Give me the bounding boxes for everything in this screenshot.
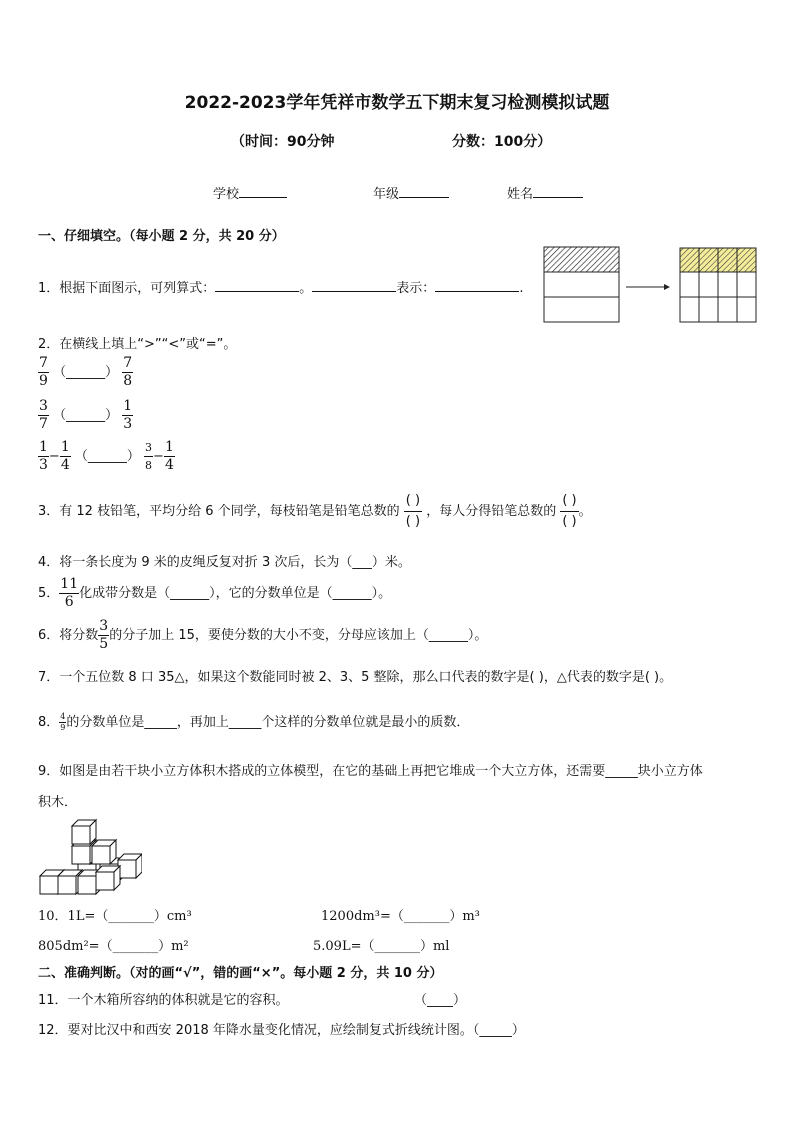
q6-fraction xyxy=(98,619,109,652)
denominator: 8 xyxy=(123,373,133,389)
grade-field xyxy=(373,183,449,202)
denominator: 9 xyxy=(60,723,66,732)
q2-r2-blank[interactable]: （______） xyxy=(53,408,119,423)
minus-sign: − xyxy=(48,449,60,464)
exam-time: （时间：90分钟 xyxy=(231,134,335,150)
question-10c: 805dm²=（_______）m² xyxy=(38,939,189,954)
question-3 xyxy=(38,491,592,532)
question-6 xyxy=(38,619,487,652)
denominator: 4 xyxy=(164,457,174,473)
q8-number: 8． xyxy=(38,715,60,730)
q2-row-2 xyxy=(38,399,133,432)
name-label: 姓名 xyxy=(507,187,534,202)
cube-stack xyxy=(40,820,142,894)
numerator: 1 xyxy=(60,439,70,455)
name-field xyxy=(507,183,583,202)
q2-r3-fraction-a xyxy=(38,440,49,473)
q9-cube-model xyxy=(38,816,142,896)
q2-r1-blank[interactable]: （______） xyxy=(53,365,119,380)
q1-arrow xyxy=(626,284,670,290)
q8-text: 的分数单位是_____，再加上_____个这样的分数单位就是最小的质数． xyxy=(66,715,470,730)
q2-r1-left-fraction xyxy=(38,356,49,389)
question-11: 11．一个木箱所容纳的体积就是它的容积。 xyxy=(38,993,289,1008)
q3-fraction-blank-1[interactable] xyxy=(404,491,422,532)
q1-blank-2[interactable] xyxy=(312,279,396,292)
question-10a: 10．1L=（_______）cm³ xyxy=(38,909,192,924)
grade-blank[interactable] xyxy=(399,185,449,198)
school-label: 学校 xyxy=(213,187,240,202)
q6-text-a: 6．将分数 xyxy=(38,628,99,643)
q5-fraction xyxy=(59,577,79,610)
question-10b: 1200dm³=（_______）m³ xyxy=(321,909,480,924)
q3-text-c: 。 xyxy=(578,504,592,519)
q1-right-grid xyxy=(680,248,756,322)
question-7: 7．一个五位数 8 口 35△，如果这个数能同时被 2、3、5 整除，那么口代表的数字是( )，△代表的数字是( )。 xyxy=(38,670,673,685)
q1-period: . xyxy=(519,281,524,296)
numerator: 7 xyxy=(123,355,133,371)
numerator: 7 xyxy=(39,355,48,371)
denominator: 8 xyxy=(145,459,153,472)
q1-represents: 表示： xyxy=(396,281,436,296)
denominator: 4 xyxy=(60,457,70,473)
denominator: ( ) xyxy=(405,514,421,529)
q5-number: 5． xyxy=(38,586,60,601)
q3-text-b: ，每人分得铅笔总数的 xyxy=(426,504,557,519)
question-9: 9．如图是由若干块小立方体积木搭成的立体模型，在它的基础上再把它堆成一个大立方体，还需要_____块小立方体 xyxy=(38,764,703,779)
numerator: ( ) xyxy=(560,491,578,512)
q1-circle: 。 xyxy=(299,281,313,296)
numerator: 3 xyxy=(144,440,153,457)
denominator: 9 xyxy=(39,373,48,389)
numerator: 1 xyxy=(164,439,174,455)
question-1 xyxy=(38,277,523,296)
page-title: 2022-2023学年凭祥市数学五下期末复习检测模拟试题 xyxy=(184,93,610,113)
denominator: 7 xyxy=(39,416,48,432)
numerator: 3 xyxy=(39,398,48,414)
q2-r3-fraction-c xyxy=(144,440,153,473)
q2-r3-blank[interactable]: （______） xyxy=(74,449,140,464)
q3-text-a: 3．有 12 枝铅笔，平均分给 6 个同学，每枝铅笔是铅笔总数的 xyxy=(38,504,400,519)
q2-row-3 xyxy=(38,440,175,473)
q5-text: 化成带分数是（______），它的分数单位是（______）。 xyxy=(79,586,392,601)
question-12: 12．要对比汉中和西安 2018 年降水量变化情况，应绘制复式折线统计图。（_____） xyxy=(38,1023,525,1038)
name-blank[interactable] xyxy=(533,185,583,198)
school-blank[interactable] xyxy=(239,185,287,198)
q1-left-rectangle xyxy=(544,247,619,322)
denominator: 6 xyxy=(64,594,74,610)
denominator: 3 xyxy=(39,457,48,473)
q2-r1-right-fraction xyxy=(122,356,133,389)
question-10d: 5.09L=（_______）ml xyxy=(313,939,450,954)
minus-sign: − xyxy=(153,449,164,464)
question-2: 2．在横线上填上“>”“<”或“=”。 xyxy=(38,337,237,352)
question-8 xyxy=(38,711,469,732)
numerator: 1 xyxy=(39,439,48,455)
denominator: 5 xyxy=(99,636,109,652)
numerator: 11 xyxy=(60,576,79,592)
q2-r3-fraction-b xyxy=(60,440,71,473)
question-4: 4．将一条长度为 9 米的皮绳反复对折 3 次后，长为（___）米。 xyxy=(38,555,411,570)
q2-r3-fraction-d xyxy=(164,440,175,473)
school-field xyxy=(213,183,287,202)
denominator: ( ) xyxy=(562,514,577,529)
q2-r2-right-fraction xyxy=(122,399,133,432)
q1-blank-1[interactable] xyxy=(215,279,299,292)
question-5 xyxy=(38,577,391,610)
q1-blank-3[interactable] xyxy=(435,279,519,292)
q11-answer-blank[interactable]: （____） xyxy=(414,993,467,1008)
q2-r2-left-fraction xyxy=(38,399,49,432)
numerator: 3 xyxy=(99,618,109,634)
section-2-heading: 二、准确判断。（对的画“√”，错的画“×”。每小题 2 分，共 10 分） xyxy=(38,966,443,981)
numerator: 1 xyxy=(123,398,133,414)
q3-fraction-blank-2[interactable] xyxy=(560,491,578,532)
denominator: 3 xyxy=(123,416,133,432)
grade-label: 年级 xyxy=(373,187,400,202)
numerator: 4 xyxy=(60,712,66,721)
question-9-line-2: 积木． xyxy=(38,795,78,810)
q2-row-1 xyxy=(38,356,133,389)
q6-text-b: 的分子加上 15，要使分数的大小不变，分母应该加上（______）。 xyxy=(109,628,488,643)
q1-diagram xyxy=(540,244,762,326)
exam-score: 分数：100分） xyxy=(452,134,552,150)
q1-prompt: 1．根据下面图示，可列算式： xyxy=(38,281,216,296)
section-1-heading: 一、仔细填空。（每小题 2 分，共 20 分） xyxy=(38,229,285,244)
numerator: ( ) xyxy=(404,491,422,512)
